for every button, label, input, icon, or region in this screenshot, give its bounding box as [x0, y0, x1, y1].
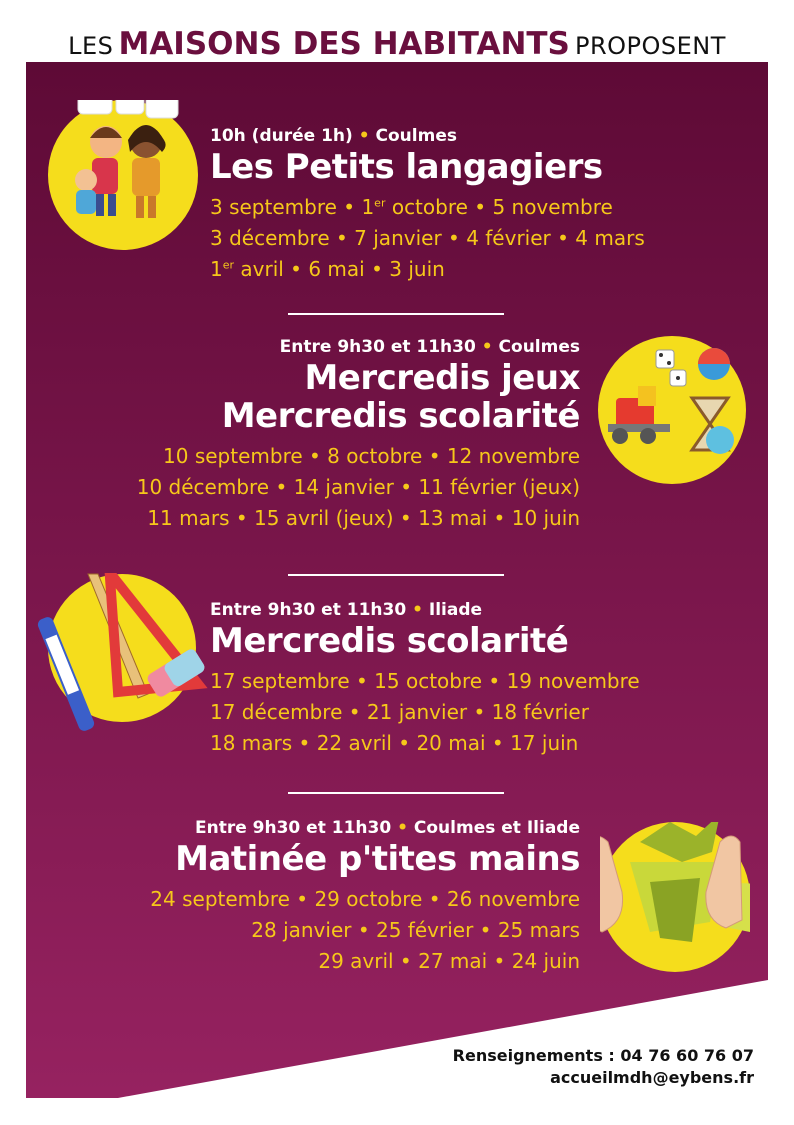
date-item: 27 mai — [418, 949, 488, 973]
section-subtitle — [210, 600, 640, 620]
date-item: 7 janvier — [354, 226, 442, 250]
section-divider — [288, 574, 504, 576]
date-item: 12 novembre — [446, 444, 580, 468]
section-time: Entre 9h30 et 11h30 — [210, 600, 407, 620]
section-place: Iliade — [428, 600, 483, 620]
date-item: 3 septembre — [210, 195, 337, 219]
contact-info — [453, 1045, 754, 1089]
header-suffix: PROPOSENT — [574, 32, 726, 60]
section-place: Coulmes — [498, 337, 580, 357]
section-subtitle — [137, 337, 580, 357]
date-item: 29 avril — [318, 949, 394, 973]
date-item: 19 novembre — [506, 669, 640, 693]
section-time: Entre 9h30 et 11h30 — [279, 337, 476, 357]
date-item: 5 novembre — [492, 195, 613, 219]
poster-header — [0, 26, 794, 62]
dates-line: 3 septembre • 1er octobre • 5 novembre — [210, 195, 613, 219]
bullet-dot: • — [358, 126, 370, 146]
date-item: 17 juin — [510, 731, 579, 755]
dates-line: 11 mars • 15 avril (jeux) • 13 mai • 10 juin — [147, 506, 580, 530]
contact-email: accueilmdh@eybens.fr — [550, 1068, 754, 1087]
date-item: 8 octobre — [327, 444, 423, 468]
dates-line: 17 septembre • 15 octobre • 19 novembre — [210, 669, 640, 693]
date-item: 11 février (jeux) — [418, 475, 580, 499]
section-time: 10h (durée 1h) — [210, 126, 353, 146]
date-item: 1er avril — [210, 257, 284, 281]
date-item: 17 septembre — [210, 669, 350, 693]
date-item: 1er octobre — [361, 195, 468, 219]
bullet-dot: • — [397, 818, 408, 838]
section-subtitle — [150, 818, 580, 838]
dates-line: 29 avril • 27 mai • 24 juin — [318, 949, 580, 973]
date-item: 28 janvier — [251, 918, 352, 942]
date-item: 4 mars — [575, 226, 645, 250]
date-item: 14 janvier — [293, 475, 394, 499]
date-item: 15 avril (jeux) — [254, 506, 394, 530]
date-item: 3 décembre — [210, 226, 330, 250]
section-title: Matinée p'tites mains — [175, 839, 580, 879]
date-item: 18 mars — [210, 731, 293, 755]
date-item: 10 juin — [511, 506, 580, 530]
header-prefix: LES — [68, 32, 114, 60]
date-item: 26 novembre — [446, 887, 580, 911]
date-item: 3 juin — [389, 257, 445, 281]
section-divider — [288, 313, 504, 315]
date-item: 10 décembre — [136, 475, 270, 499]
date-item: 4 février — [466, 226, 551, 250]
date-item: 29 octobre — [314, 887, 423, 911]
dates-line: 1er avril • 6 mai • 3 juin — [210, 257, 445, 281]
section-divider — [288, 792, 504, 794]
section-mercredis-scolarite — [210, 600, 640, 759]
date-item: 13 mai — [418, 506, 488, 530]
dates-list — [137, 441, 580, 534]
bullet-dot: • — [412, 600, 423, 620]
date-item: 18 février — [491, 700, 589, 724]
date-item: 6 mai — [308, 257, 365, 281]
dates-line: 24 septembre • 29 octobre • 26 novembre — [150, 887, 580, 911]
section-title: Mercredis scolarité — [210, 621, 569, 661]
dates-line: 28 janvier • 25 février • 25 mars — [251, 918, 580, 942]
date-item: 17 décembre — [210, 700, 343, 724]
header-title: MAISONS DES HABITANTS — [118, 26, 570, 62]
section-matinee-ptites-mains — [150, 818, 580, 977]
date-item: 24 septembre — [150, 887, 290, 911]
dates-list — [210, 666, 640, 759]
school-supplies-icon — [48, 574, 196, 722]
contact-phone: Renseignements : 04 76 60 76 07 — [452, 1046, 754, 1065]
date-item: 11 mars — [147, 506, 230, 530]
section-mercredis-jeux — [137, 337, 580, 534]
dates-list — [150, 884, 580, 977]
section-place: Coulmes et Iliade — [413, 818, 580, 838]
section-title-line-2: Mercredis scolarité — [221, 396, 580, 436]
date-item: 21 janvier — [366, 700, 468, 724]
dates-line: 10 décembre • 14 janvier • 11 février (jeux) — [136, 475, 580, 499]
date-item: 25 février — [376, 918, 474, 942]
section-petits-langagiers — [210, 126, 645, 285]
date-item: 20 mai — [416, 731, 486, 755]
dates-line: 18 mars • 22 avril • 20 mai • 17 juin — [210, 731, 579, 755]
dates-line: 3 décembre • 7 janvier • 4 février • 4 mars — [210, 226, 645, 250]
date-item: 10 septembre — [163, 444, 303, 468]
bullet-dot: • — [481, 337, 493, 357]
toys-games-icon — [598, 336, 746, 484]
section-title: Les Petits langagiers — [210, 147, 603, 187]
dates-line: 17 décembre • 21 janvier • 18 février — [210, 700, 589, 724]
section-time: Entre 9h30 et 11h30 — [195, 818, 392, 838]
children-talking-icon — [48, 100, 198, 250]
section-title: Mercredis jeux — [304, 358, 580, 398]
date-item: 25 mars — [497, 918, 580, 942]
section-place: Coulmes — [375, 126, 457, 146]
dates-list — [210, 192, 645, 285]
date-item: 15 octobre — [374, 669, 483, 693]
section-subtitle — [210, 126, 645, 146]
date-item: 24 juin — [511, 949, 580, 973]
date-item: 22 avril — [316, 731, 392, 755]
dates-line: 10 septembre • 8 octobre • 12 novembre — [163, 444, 580, 468]
origami-hands-icon — [600, 822, 750, 972]
